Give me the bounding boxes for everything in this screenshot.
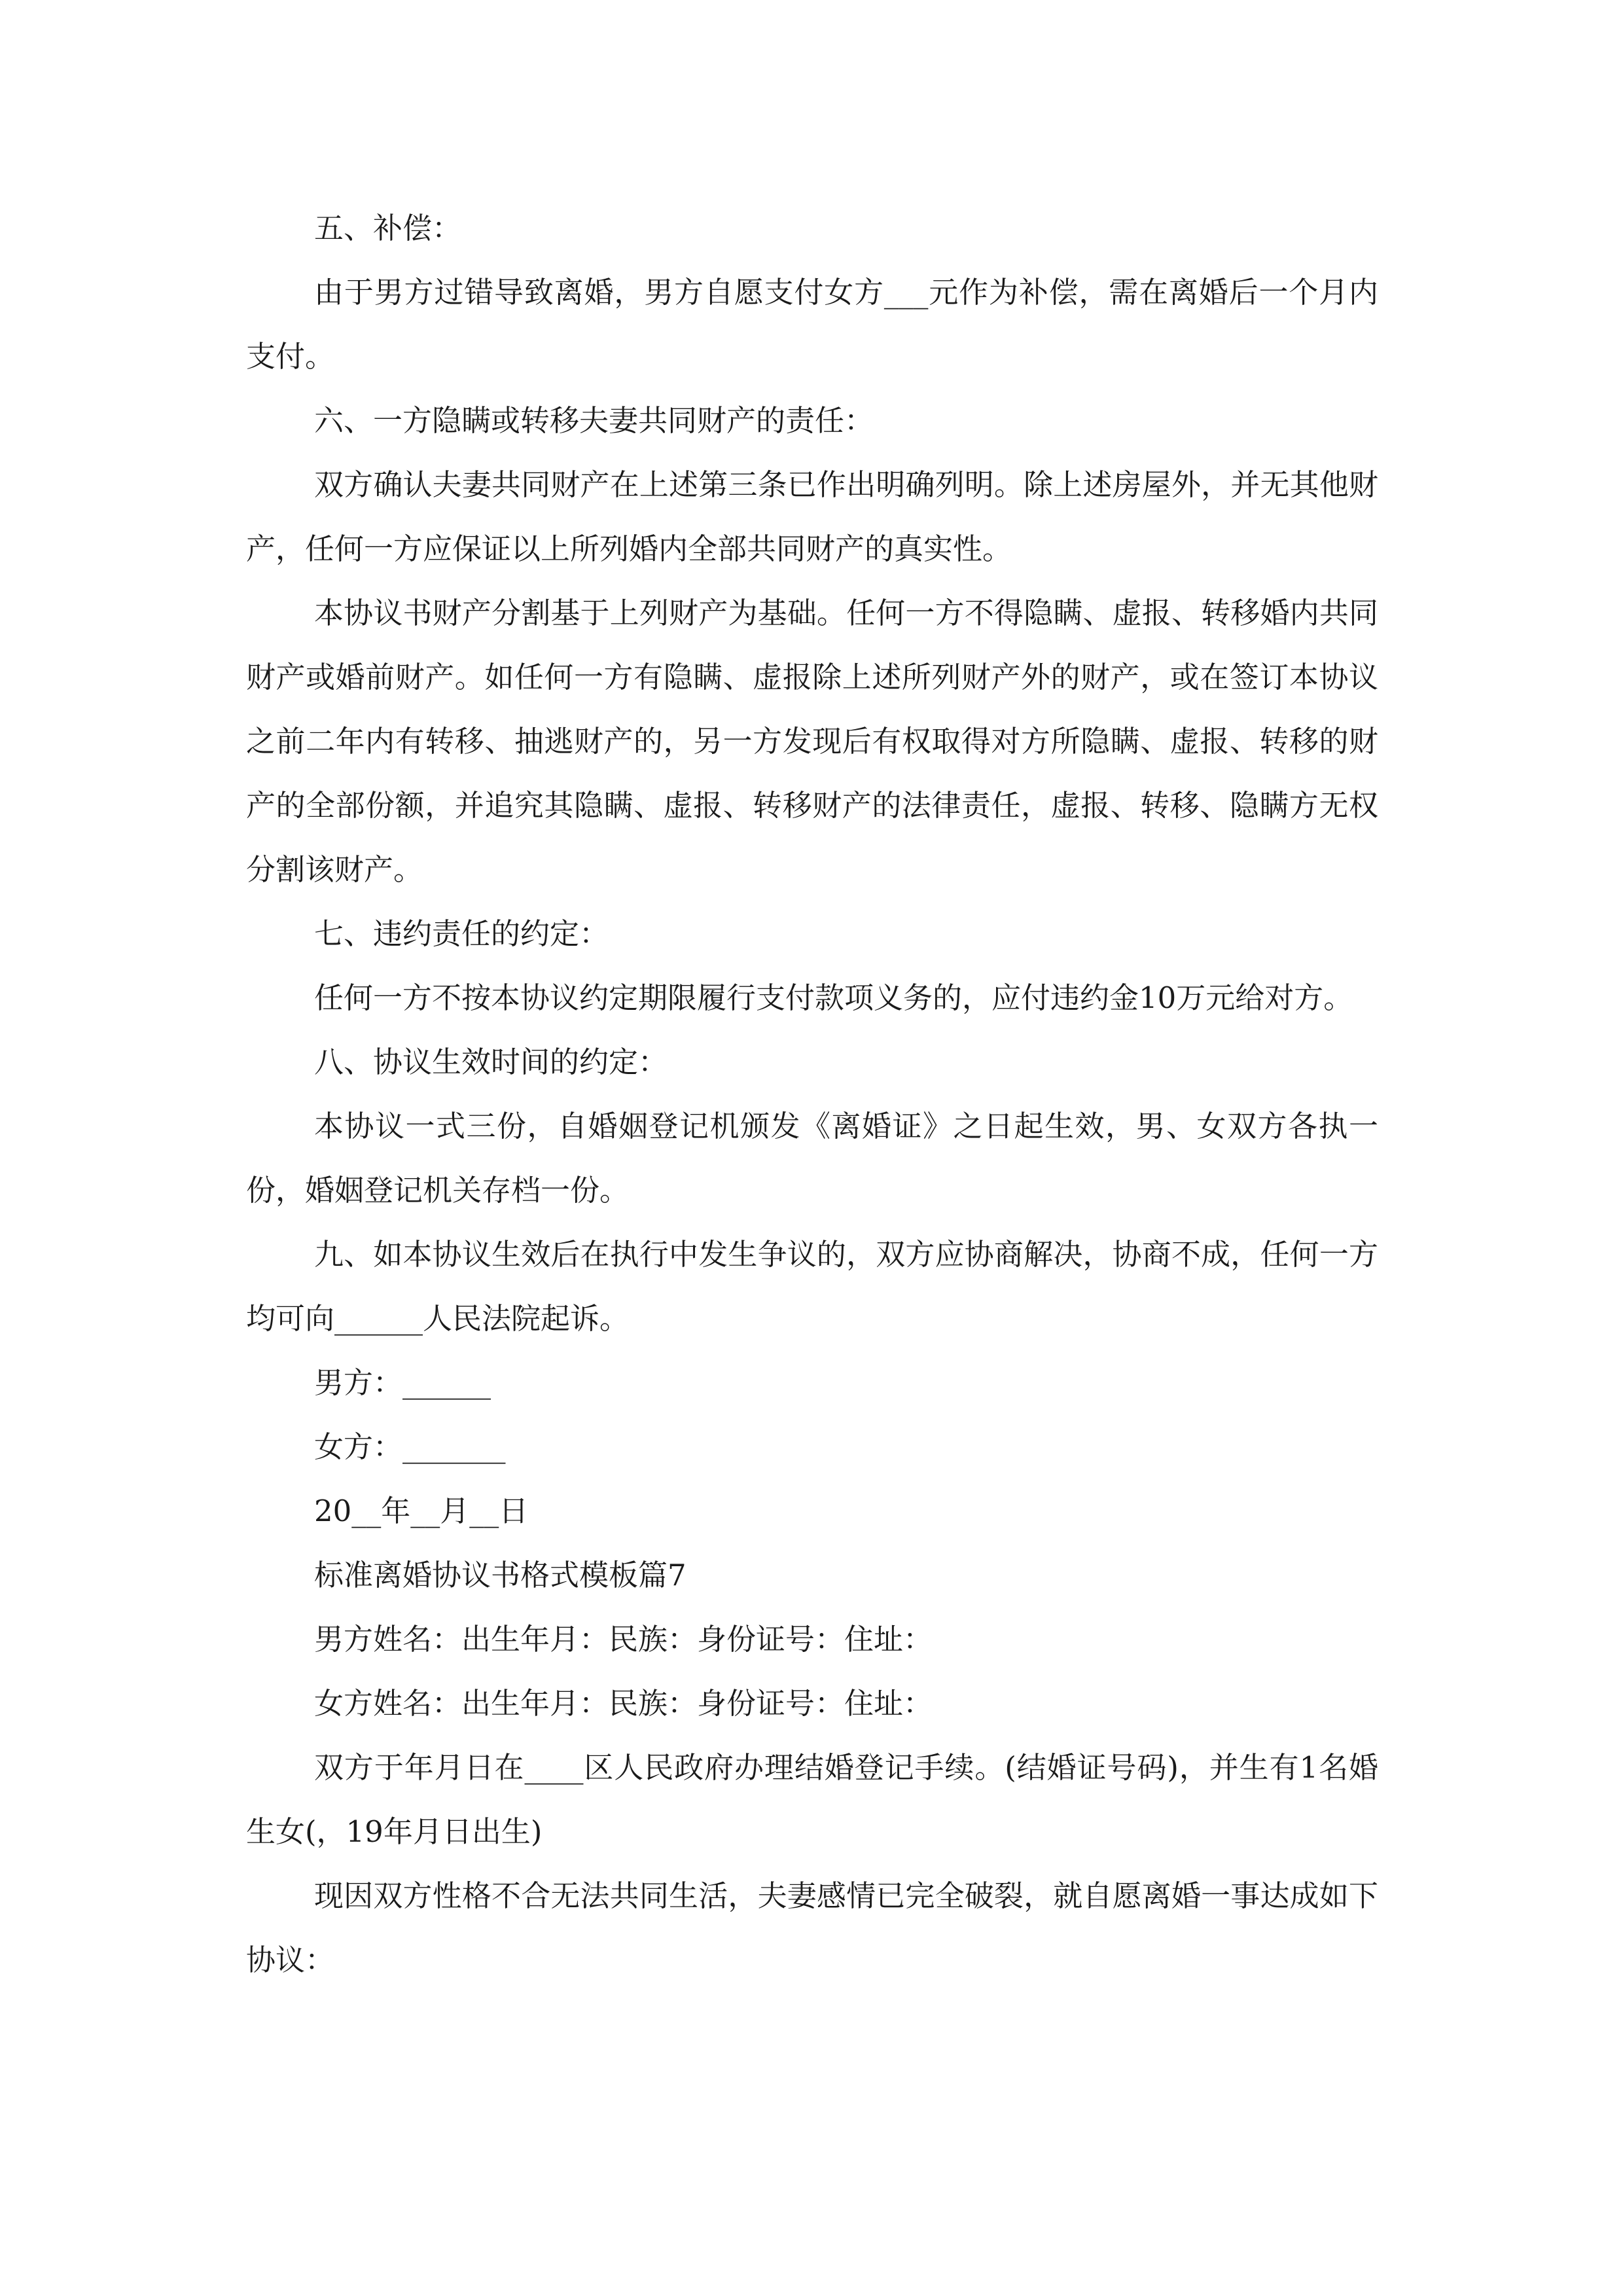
- document-body: [246, 196, 1378, 1992]
- paragraph-property-confirmation: 双方确认夫妻共同财产在上述第三条已作出明确列明。除上述房屋外，并无其他财产，任何一方应保证以上所列婚内全部共同财产的真实性。: [246, 467, 1378, 566]
- paragraph-compensation: 由于男方过错导致离婚，男方自愿支付女方___元作为补偿，需在离婚后一个月内支付。: [246, 275, 1378, 374]
- paragraph-effective-time: 本协议一式三份，自婚姻登记机颁发《离婚证》之日起生效，男、女双方各执一份，婚姻登记机关存档一份。: [246, 1109, 1378, 1208]
- paragraph-dispute: 九、如本协议生效后在执行中发生争议的，双方应协商解决，协商不成，任何一方均可向______人民法院起诉。: [246, 1237, 1378, 1336]
- signature-female: 女方：_______: [314, 1429, 506, 1464]
- template-title: 标准离婚协议书格式模板篇7: [314, 1558, 687, 1592]
- signature-date: 20__年__月__日: [314, 1494, 529, 1528]
- paragraph-breach: 任何一方不按本协议约定期限履行支付款项义务的，应付违约金10万元给对方。: [314, 980, 1353, 1015]
- male-info-line: 男方姓名：出生年月：民族：身份证号：住址：: [314, 1622, 933, 1657]
- paragraph-marriage-registration: 双方于年月日在____区人民政府办理结婚登记手续。(结婚证号码)，并生有1名婚生女(，19年月日出生): [246, 1750, 1378, 1849]
- female-info-line: 女方姓名：出生年月：民族：身份证号：住址：: [314, 1686, 933, 1721]
- section-heading-compensation: 五、补偿：: [314, 211, 462, 245]
- paragraph-agreement-intro: 现因双方性格不合无法共同生活，夫妻感情已完全破裂，就自愿离婚一事达成如下协议：: [246, 1878, 1378, 1977]
- paragraph-property-division: 本协议书财产分割基于上列财产为基础。任何一方不得隐瞒、虚报、转移婚内共同财产或婚前财产。如任何一方有隐瞒、虚报除上述所列财产外的财产，或在签订本协议之前二年内有转移、抽逃财产的，另一方发现后有权取得对方所隐瞒、虚报、转移的财产的全部份额，并追究其隐瞒、虚报、转移财产的法律责任，虚报、转移、隐瞒方无权分割该财产。: [246, 596, 1378, 887]
- section-heading-concealment: 六、一方隐瞒或转移夫妻共同财产的责任：: [314, 403, 874, 438]
- section-heading-breach: 七、违约责任的约定：: [314, 916, 609, 951]
- section-heading-effective-time: 八、协议生效时间的约定：: [314, 1045, 668, 1079]
- signature-male: 男方：______: [314, 1365, 491, 1400]
